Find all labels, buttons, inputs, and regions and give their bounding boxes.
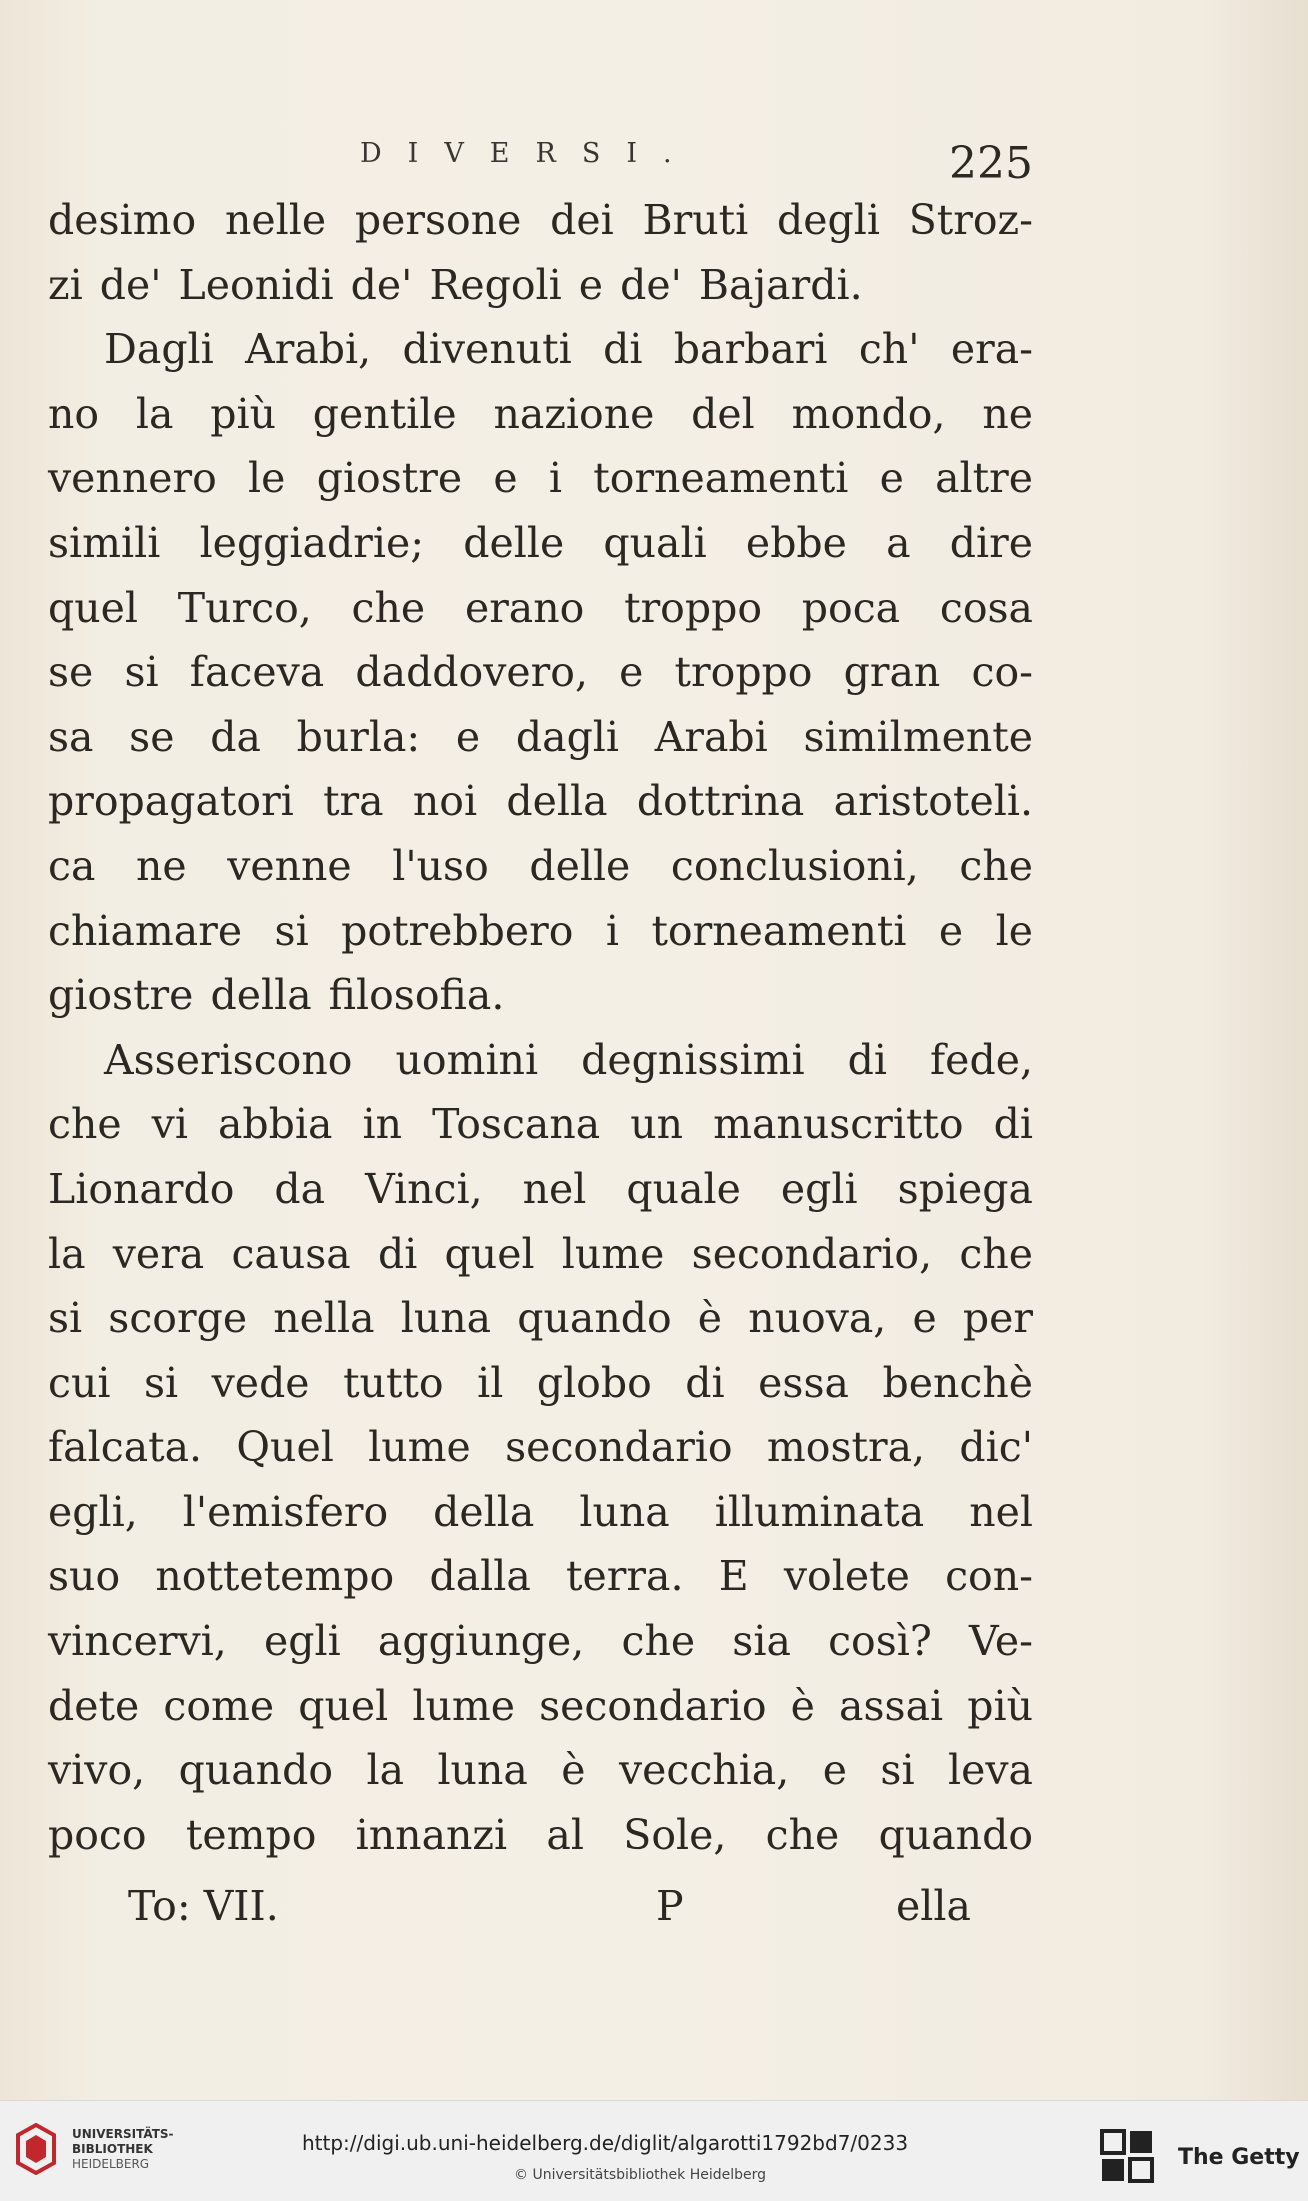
- text-line: che vi abbia in Toscana un manuscritto di: [48, 1100, 1033, 1149]
- text-line: no la più gentile nazione del mondo, ne: [48, 389, 1033, 438]
- text-line: vivo, quando la luna è vecchia, e si leva: [48, 1746, 1033, 1795]
- body-text: [48, 188, 1033, 1867]
- text-line: dete come quel lume secondario è assai più: [48, 1681, 1033, 1730]
- text-line: vincervi, egli aggiunge, che sia così? Ve-: [48, 1617, 1033, 1666]
- text-line: cui si vede tutto il globo di essa benchè: [48, 1358, 1033, 1407]
- text-line: giostre della filosofia.: [48, 971, 505, 1020]
- text-line: se si faceva daddovero, e troppo gran co-: [48, 648, 1033, 697]
- partner-name: The Getty: [1178, 2145, 1300, 2170]
- library-name: UNIVERSITÄTS- BIBLIOTHEK HEIDELBERG: [72, 2127, 174, 2171]
- running-head: DIVERSI.: [360, 138, 698, 169]
- text-line: Asseriscono uomini degnissimi di fede,: [104, 1035, 1033, 1084]
- getty-logo-icon: [1100, 2129, 1154, 2183]
- text-line: poco tempo innanzi al Sole, che quando: [48, 1810, 1033, 1859]
- text-line: sa se da burla: e dagli Arabi similmente: [48, 712, 1033, 761]
- page-number: 225: [949, 138, 1033, 189]
- text-line: desimo nelle persone dei Bruti degli Stroz-: [48, 196, 1033, 244]
- viewer-footer-bar: [0, 2100, 1308, 2201]
- text-line: chiamare si potrebbero i torneamenti e le: [48, 906, 1033, 955]
- signature-mark: P: [656, 1882, 684, 1930]
- text-line: Lionardo da Vinci, nel quale egli spiega: [48, 1164, 1033, 1213]
- text-line: Dagli Arabi, divenuti di barbari ch' era-: [104, 325, 1033, 374]
- text-line: propagatori tra noi della dottrina aristoteli.: [48, 777, 1033, 826]
- text-line: falcata. Quel lume secondario mostra, dic': [48, 1423, 1033, 1472]
- text-line: simili leggiadrie; delle quali ebbe a dire: [48, 518, 1033, 567]
- text-line: la vera causa di quel lume secondario, che: [48, 1229, 1033, 1278]
- university-library-logo-icon: [16, 2123, 56, 2175]
- text-line: zi de' Leonidi de' Regoli e de' Bajardi.: [48, 260, 863, 309]
- text-line: quel Turco, che erano troppo poca cosa: [48, 583, 1033, 632]
- copyright-notice: © Universitätsbibliothek Heidelberg: [514, 2167, 767, 2183]
- text-line: ca ne venne l'uso delle conclusioni, che: [48, 841, 1033, 890]
- text-line: vennero le giostre e i torneamenti e altre: [48, 454, 1033, 503]
- page-footer: [128, 1882, 988, 1942]
- permalink-url[interactable]: http://digi.ub.uni-heidelberg.de/diglit/algarotti1792bd7/0233: [302, 2131, 909, 2155]
- text-line: suo nottetempo dalla terra. E volete con-: [48, 1552, 1033, 1601]
- catchword: ella: [896, 1882, 971, 1930]
- signature: To: VII.: [128, 1882, 279, 1930]
- text-line: egli, l'emisfero della luna illuminata nel: [48, 1487, 1033, 1536]
- text-line: si scorge nella luna quando è nuova, e per: [48, 1294, 1033, 1343]
